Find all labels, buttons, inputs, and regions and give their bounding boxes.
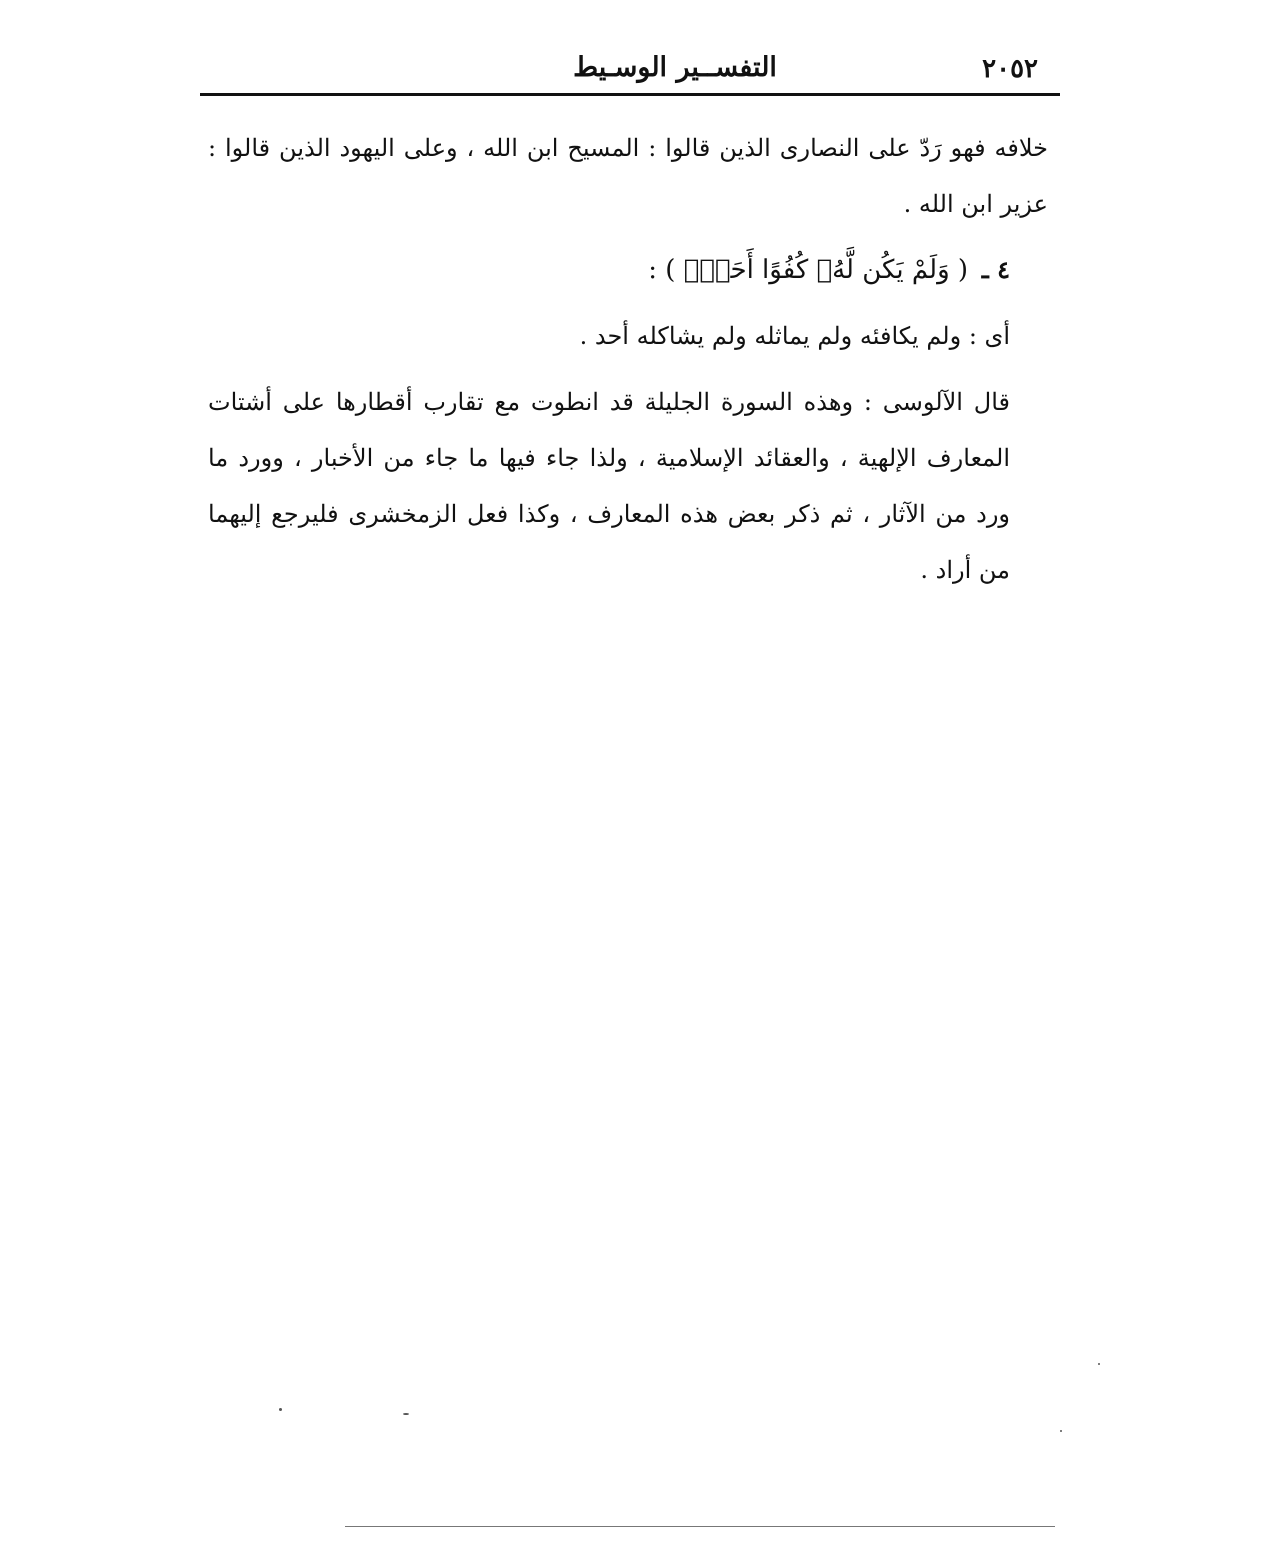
scan-speck xyxy=(1060,1430,1062,1432)
paragraph-1: خلافه فهو رَدّ على النصارى الذين قالوا : المسيح ابن الله ، وعلى اليهود الذين قالوا : عزير ابن الله . xyxy=(208,134,1048,218)
paragraph-2: أى : ولم يكافئه ولم يماثله ولم يشاكله أحد . xyxy=(579,322,1010,350)
scan-speck xyxy=(279,1408,282,1411)
header-rule xyxy=(200,93,1060,96)
paragraph-3: قال الآلوسى : وهذه السورة الجليلة قد انطوت مع تقارب أقطارها على أشتات المعارف الإلهية ، والعقائد الإسلامية ، ولذا جاء فيها ما جاء من الأخبار ، وورد ما ورد من الآثار ، ثم ذكر بعض هذه المعارف ، وكذا فعل الزمخشرى فليرجع إليهما من أراد . xyxy=(208,388,1010,584)
footer-rule xyxy=(345,1526,1055,1527)
scan-speck xyxy=(403,1413,409,1415)
verse-number: ٤ ـ xyxy=(981,255,1010,284)
verse-text: ( وَلَمْ يَكُن لَّهُۥ كُفُوًا أَحَدٌۢ ) : xyxy=(648,255,969,285)
scan-speck xyxy=(1098,1363,1100,1365)
verse-line xyxy=(208,242,1048,298)
page-number: ٢٠٥٢ xyxy=(982,54,1038,84)
page-header xyxy=(200,52,1060,92)
running-title: التفســير الوسـيط xyxy=(573,52,777,83)
body-text xyxy=(208,120,1048,598)
